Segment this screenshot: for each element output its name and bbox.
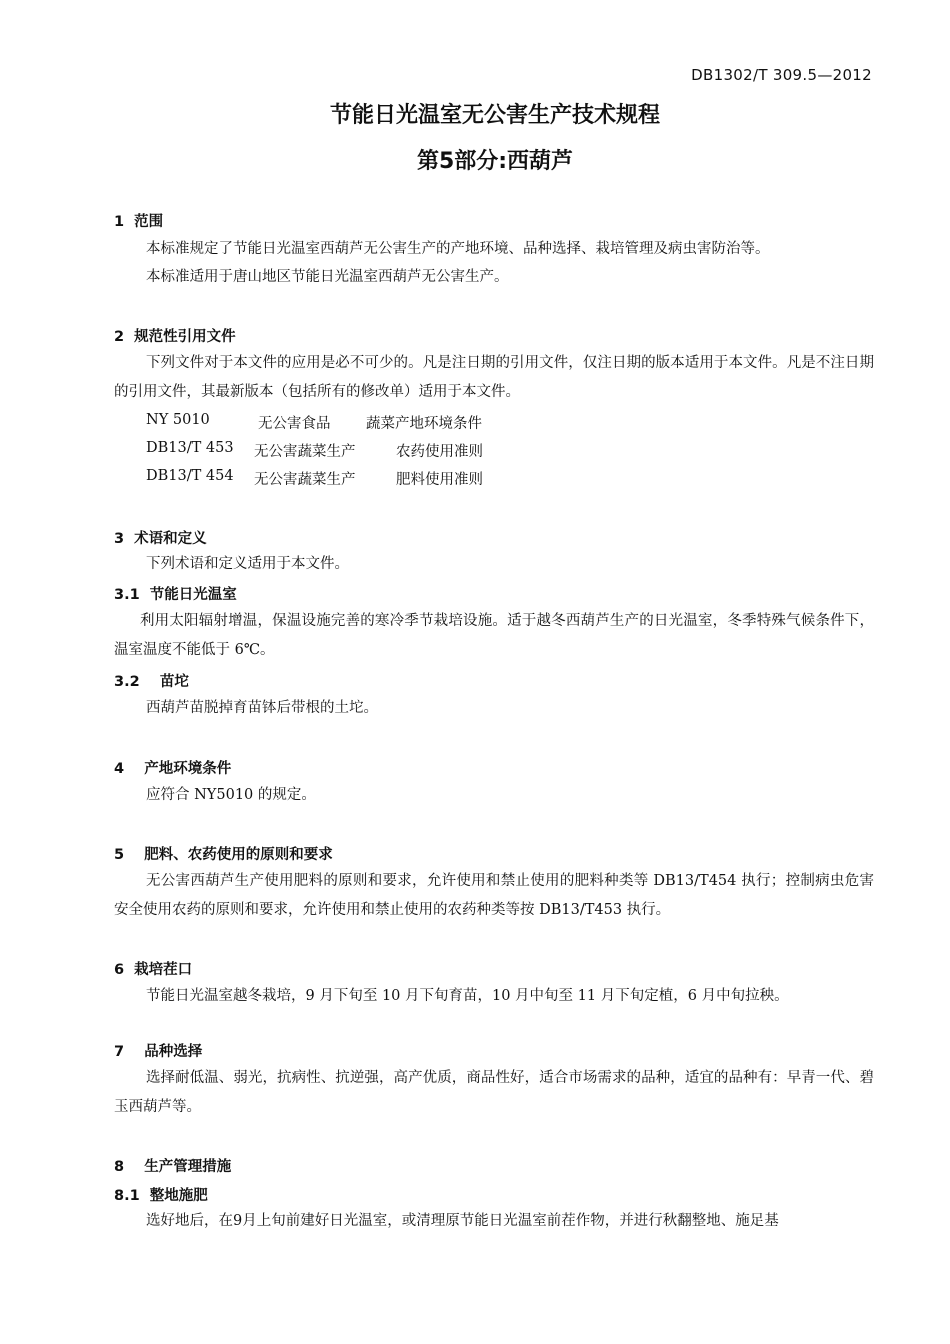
section-7-para-1: 选择耐低温、弱光，抗病性、抗逆强，高产优质，商品性好，适合市场需求的品种，适宜的品种有：早青一代、碧玉西葫芦等。 xyxy=(114,1070,874,1115)
ref-1-name-2: 蔬菜产地环境条件 xyxy=(366,416,482,432)
section-3-heading: 3 术语和定义 xyxy=(114,531,207,547)
ref-1-code: NY 5010 xyxy=(146,412,210,428)
document-title: 节能日光温室无公害生产技术规程 xyxy=(329,103,660,128)
section-7-heading: 7 品种选择 xyxy=(114,1044,203,1060)
section-3-para-1: 下列术语和定义适用于本文件。 xyxy=(146,556,349,572)
section-2-para-1: 下列文件对于本文件的应用是必不可少的。凡是注日期的引用文件，仅注日期的版本适用于本文件。凡是不注日期的引用文件，其最新版本（包括所有的修改单）适用于本文件。 xyxy=(114,355,874,400)
section-3-2-text: 西葫芦苗脱掉育苗钵后带根的土坨。 xyxy=(146,700,378,716)
ref-1-name-1: 无公害食品 xyxy=(258,416,331,432)
ref-3-name-2: 肥料使用准则 xyxy=(396,472,483,488)
section-1-para-1: 本标准规定了节能日光温室西葫芦无公害生产的产地环境、品种选择、栽培管理及病虫害防治等。 xyxy=(146,241,770,257)
document-subtitle: 第5部分:西葫芦 xyxy=(416,149,574,174)
section-4-heading: 4 产地环境条件 xyxy=(114,761,232,777)
section-5-heading: 5 肥料、农药使用的原则和要求 xyxy=(114,847,333,863)
ref-3-code: DB13/T 454 xyxy=(146,468,234,484)
section-6-heading: 6 栽培茬口 xyxy=(114,962,193,978)
section-3-1-text: 利用太阳辐射增温，保温设施完善的寒冷季节栽培设施。适于越冬西葫芦生产的日光温室，冬季特殊气候条件下，温室温度不能低于 6℃。 xyxy=(114,613,874,658)
section-5-para-1: 无公害西葫芦生产使用肥料的原则和要求，允许使用和禁止使用的肥料种类等 DB13/T454 执行；控制病虫危害安全使用农药的原则和要求，允许使用和禁止使用的农药种类等按 DB13/T453 执行。 xyxy=(114,873,874,918)
section-3-1-heading: 3.1 节能日光温室 xyxy=(114,587,237,603)
section-4-para-1: 应符合 NY5010 的规定。 xyxy=(146,787,316,803)
ref-2-code: DB13/T 453 xyxy=(146,440,234,456)
section-1-para-2: 本标准适用于唐山地区节能日光温室西葫芦无公害生产。 xyxy=(146,269,509,285)
section-8-1-text: 选好地后，在9月上旬前建好日光温室，或清理原节能日光温室前茬作物，并进行秋翻整地、施足基 xyxy=(146,1213,779,1229)
section-3-2-heading: 3.2 苗坨 xyxy=(114,674,189,690)
section-8-heading: 8 生产管理措施 xyxy=(114,1159,232,1175)
ref-2-name-1: 无公害蔬菜生产 xyxy=(254,444,356,460)
ref-2-name-2: 农药使用准则 xyxy=(396,444,483,460)
section-1-heading: 1 范围 xyxy=(114,214,164,230)
section-6-para-1: 节能日光温室越冬栽培，9 月下旬至 10 月下旬育苗，10 月中旬至 11 月下旬定植，6 月中旬拉秧。 xyxy=(146,988,789,1004)
section-2-heading: 2 规范性引用文件 xyxy=(114,329,236,345)
standard-code: DB1302/T 309.5—2012 xyxy=(691,66,872,84)
ref-3-name-1: 无公害蔬菜生产 xyxy=(254,472,356,488)
section-8-1-heading: 8.1 整地施肥 xyxy=(114,1188,208,1204)
